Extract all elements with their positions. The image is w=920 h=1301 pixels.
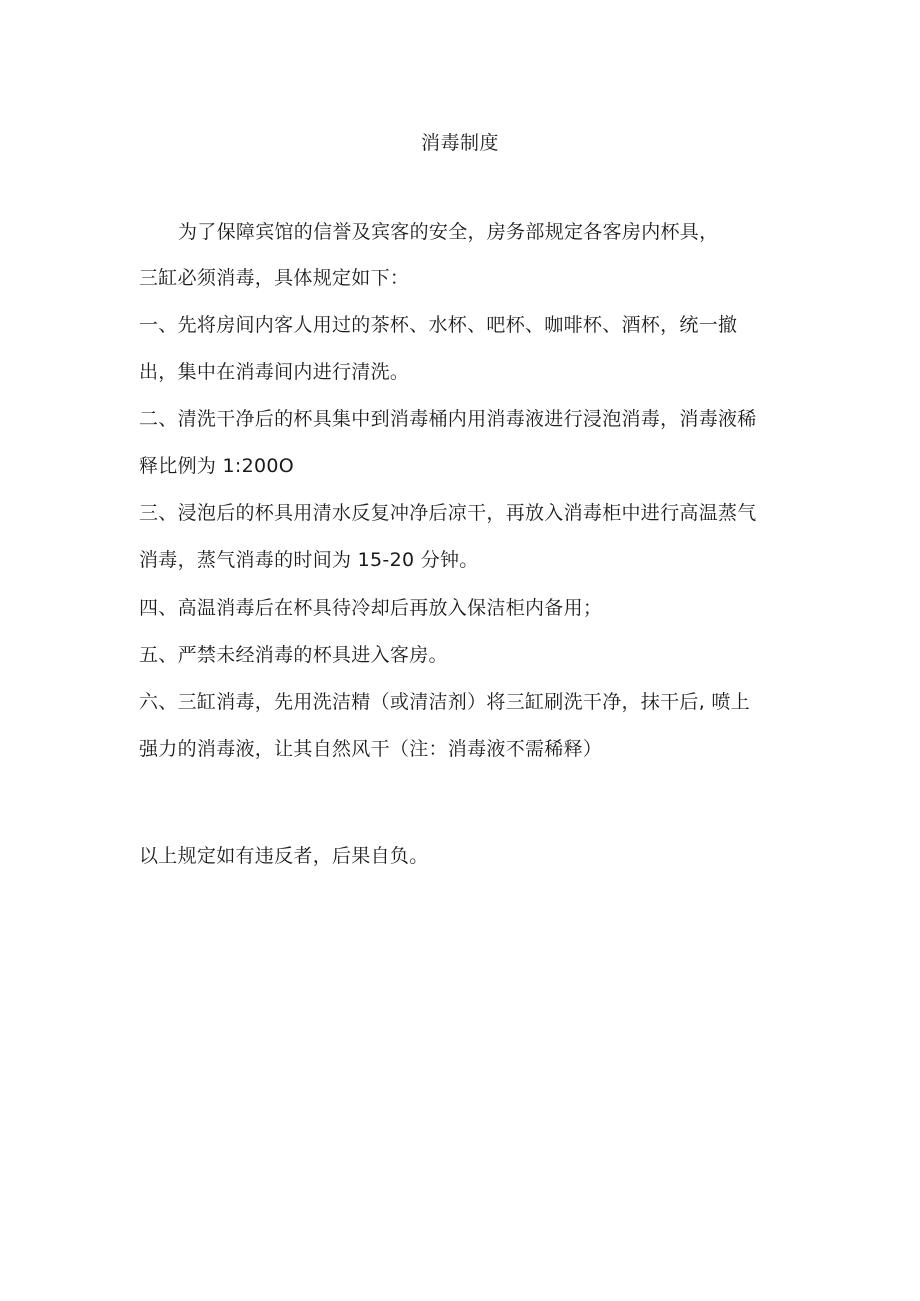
intro-line-1: 为了保障宾馆的信誉及宾客的安全，房务部规定各客房内杯具， — [178, 221, 719, 243]
item-1-line-2: 出，集中在消毒间内进行清洗。 — [139, 361, 410, 383]
item-5-line-1: 五、严禁未经消毒的杯具进入客房。 — [139, 644, 448, 666]
item-2-line-2: 释比例为 1:200O — [139, 455, 295, 477]
item-4-line-1: 四、高温消毒后在杯具待冷却后再放入保洁柜内备用； — [139, 597, 603, 619]
item-6-line-1: 六、三缸消毒，先用洗洁精（或清洁剂）将三缸刷洗干净，抹干后, 喷上 — [139, 691, 750, 713]
item-6-line-2: 强力的消毒液，让其自然风干（注：消毒液不需稀释） — [139, 738, 603, 760]
item-3-line-1: 三、浸泡后的杯具用清水反复冲净后凉干，再放入消毒柜中进行高温蒸气 — [139, 502, 757, 524]
closing-line: 以上规定如有违反者，后果自负。 — [139, 845, 429, 867]
item-3-line-2: 消毒，蒸气消毒的时间为 15-20 分钟。 — [139, 549, 479, 571]
document-title: 消毒制度 — [420, 132, 499, 154]
item-2-line-1: 二、清洗干净后的杯具集中到消毒桶内用消毒液进行浸泡消毒，消毒液稀 — [139, 408, 757, 430]
item-1-line-1: 一、先将房间内客人用过的茶杯、水杯、吧杯、咖啡杯、酒杯，统一撤 — [139, 314, 738, 336]
intro-line-2: 三缸必须消毒，具体规定如下： — [139, 267, 410, 289]
